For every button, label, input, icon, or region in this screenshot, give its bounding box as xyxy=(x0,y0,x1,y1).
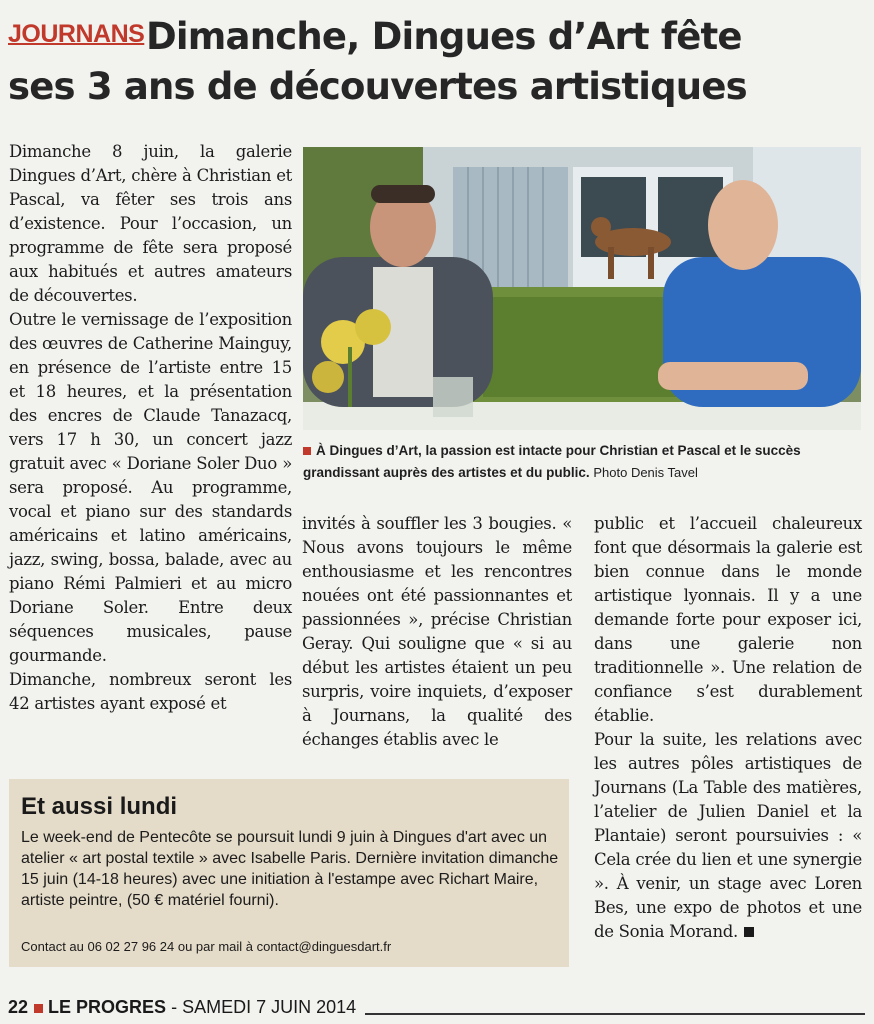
paragraph-text: Pour la suite, les relations avec les autres pôles artistiques de Journans (La Table des matières, l’atelier de Julien Daniel et la Plantaie) seront poursuivies : « Cela crée du lien et une synergie ». À venir, un stage avec Loren Bes, une expo de photos et une de Sonia Morand. xyxy=(594,730,862,941)
paragraph: public et l’accueil chaleureux font que désormais la galerie est bien connue dans le monde artistique lyonnais. Il y a une demande forte pour exposer ici, dans une galerie non traditionnelle ». Une relation de confiance s’est durablement établie. xyxy=(594,514,862,725)
article-photo xyxy=(303,147,861,430)
headline-line-2: ses 3 ans de découvertes artistiques xyxy=(8,65,747,108)
article-column-2 xyxy=(302,512,572,752)
caption-text: À Dingues d’Art, la passion est intacte pour Christian et Pascal et le succès grandissant auprès des artistes et du public. xyxy=(303,443,801,480)
box-title: Et aussi lundi xyxy=(21,793,178,820)
photo-illustration xyxy=(303,147,861,430)
box-contact: Contact au 06 02 27 96 24 ou par mail à contact@dinguesdart.fr xyxy=(21,939,392,954)
caption-bullet xyxy=(303,447,311,455)
sidebar-box xyxy=(9,779,569,967)
photo-caption xyxy=(303,440,861,484)
issue-date: SAMEDI 7 JUIN 2014 xyxy=(182,997,357,1017)
photo-credit: Photo Denis Tavel xyxy=(593,465,698,480)
newspaper-name: LE PROGRES xyxy=(48,997,167,1017)
article-column-1 xyxy=(9,140,292,716)
paragraph xyxy=(594,728,862,944)
footer-separator: - xyxy=(166,997,183,1017)
footer-bullet xyxy=(34,1004,43,1013)
paragraph: invités à souffler les 3 bougies. « Nous avons toujours le même enthousiasme et les rencontres nouées ont été passionnantes et passionnées », précise Christian Geray. Qui souligne que « si au début les artistes étaient un peu surpris, voire inquiets, d’exposer à Journans, la qualité des échanges établis avec le xyxy=(302,514,572,749)
paragraph: Outre le vernissage de l’exposition des œuvres de Catherine Mainguy, en présence de l’artiste entre 15 et 18 heures, et la présentation des encres de Claude Tanazacq, vers 17 h 30, un concert jazz gratuit avec « Doriane Soler Duo » sera proposé. Au programme, vocal et piano sur des standards américains et latino américains, jazz, swing, bossa, balade, avec au piano Rémi Palmieri et au micro Doriane Soler. Entre deux séquences musicales, pause gourmande. xyxy=(9,310,292,665)
article-column-3 xyxy=(594,512,862,944)
headline xyxy=(8,12,748,112)
paragraph: Dimanche, nombreux seront les 42 artistes ayant exposé et xyxy=(9,670,292,713)
headline-line-1: Dimanche, Dingues d’Art fête xyxy=(146,15,742,58)
paragraph: Dimanche 8 juin, la galerie Dingues d’Art, chère à Christian et Pascal, va fêter ses trois ans d’existence. Pour l’occasion, un programme de fête sera proposé aux habitués et autres amateurs de découvertes. xyxy=(9,142,292,305)
page-footer xyxy=(8,997,356,1018)
page-number: 22 xyxy=(8,997,29,1017)
box-body: Le week-end de Pentecôte se poursuit lundi 9 juin à Dingues d'art avec un atelier « art postal textile » avec Isabelle Paris. Dernière invitation dimanche 15 juin (14-18 heures) avec une initiation à l'estampe avec Richart Maire, artiste peintre, (50 € matériel fourni). xyxy=(21,829,559,909)
footer-rule xyxy=(365,1013,865,1015)
end-of-article-mark xyxy=(744,927,754,937)
section-kicker: JOURNANS xyxy=(8,20,145,48)
